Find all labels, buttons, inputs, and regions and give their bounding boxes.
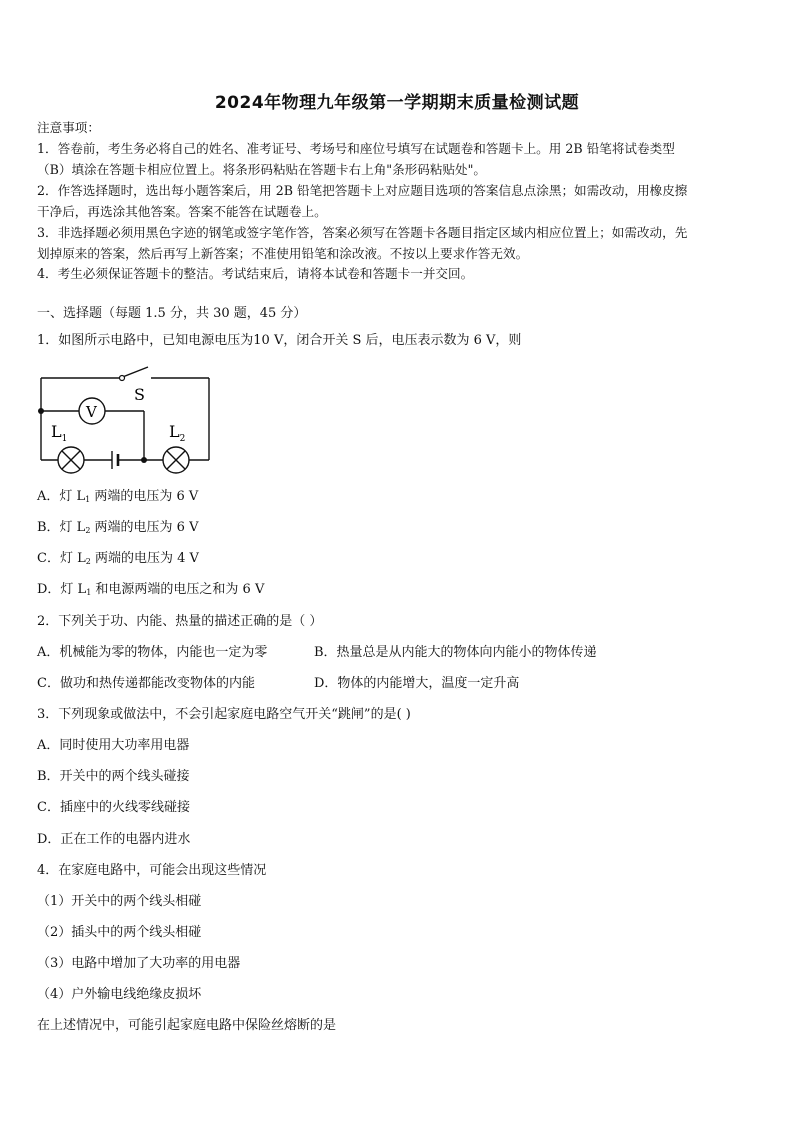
notice-line: 划掉原来的答案，然后再写上新答案；不准使用铅笔和涂改液。不按以上要求作答无效。 [37,246,529,261]
notice-line: 3．非选择题必须用黑色字迹的钢笔或签字笔作答，答案必须写在答题卡各题目指定区域内相应位置上；如需改动，先 [37,225,688,240]
switch-contact [120,376,125,381]
option-subscript: 2 [85,526,91,535]
q3-option-b[interactable]: B．开关中的两个线头碰接 [37,769,190,784]
lamp-l1-letter: L [51,422,62,441]
question-3-stem: 3．下列现象或做法中，不会引起家庭电路空气开关“跳闸”的是( ) [37,707,411,722]
q1-option-d[interactable] [37,582,264,601]
notice-line: 4．考生必须保证答题卡的整洁。考试结束后，请将本试卷和答题卡一并交回。 [37,266,474,281]
question-1-stem: 1．如图所示电路中，已知电源电压为10 V，闭合开关 S 后，电压表示数为 6 V，则 [37,333,522,348]
q4-item: （3）电路中增加了大功率的用电器 [37,956,241,971]
q4-item: （2）插头中的两个线头相碰 [37,925,202,940]
question-4-stem: 4．在家庭电路中，可能会出现这些情况 [37,863,267,878]
q4-item: （1）开关中的两个线头相碰 [37,894,202,909]
circuit-diagram [34,364,214,476]
section-heading: 一、选择题（每题 1.5 分，共 30 题，45 分） [37,306,307,321]
option-text: C．灯 L [37,551,86,566]
option-text: B．灯 L [37,520,86,535]
lamp-l1-subscript: 1 [61,434,68,444]
q3-option-d[interactable]: D．正在工作的电器内进水 [37,832,191,847]
notice-line: 干净后，再选涂其他答案。答案不能答在试题卷上。 [37,204,327,219]
lamp-l2-letter: L [169,422,180,441]
page-title: 2024年物理九年级第一学期期末质量检测试题 [214,93,580,113]
option-text: D．灯 L [37,582,87,597]
q3-option-c[interactable]: C．插座中的火线零线碰接 [37,800,190,815]
q1-option-a[interactable] [37,489,198,508]
option-text: A．灯 L [37,489,86,504]
option-text: 两端的电压为 4 V [90,551,199,566]
q2-option-c[interactable]: C．做功和热传递都能改变物体的内能 [37,676,255,691]
option-subscript: 1 [86,588,92,597]
lamp-l2-label [169,422,185,444]
q2-option-a[interactable]: A．机械能为零的物体，内能也一定为零 [37,645,268,660]
option-text: 两端的电压为 6 V [90,489,199,504]
junction-dot [38,408,44,414]
q1-option-c[interactable] [37,551,199,570]
q3-option-a[interactable]: A．同时使用大功率用电器 [37,738,190,753]
notice-line: 1．答卷前，考生务必将自己的姓名、准考证号、考场号和座位号填写在试题卷和答题卡上。用 2B 铅笔将试卷类型 [37,141,675,156]
q2-option-d[interactable]: D．物体的内能增大，温度一定升高 [314,676,520,691]
question-2-stem: 2．下列关于功、内能、热量的描述正确的是（ ） [37,614,323,629]
voltmeter-label: V [86,403,97,421]
option-subscript: 1 [85,495,91,504]
notice-line: 2．作答选择题时，选出每小题答案后，用 2B 铅笔把答题卡上对应题目选项的答案信息点涂黑；如需改动，用橡皮擦 [37,183,688,198]
q1-option-b[interactable] [37,520,198,539]
option-subscript: 2 [85,557,91,566]
q2-option-b[interactable]: B．热量总是从内能大的物体向内能小的物体传递 [314,645,597,660]
q4-item: （4）户外输电线绝缘皮损坏 [37,987,202,1002]
junction-dot [141,457,147,463]
lamp-l2-subscript: 2 [179,434,186,444]
switch-label: S [134,385,145,404]
option-text: 两端的电压为 6 V [90,520,199,535]
option-text: 和电源两端的电压之和为 6 V [91,582,265,597]
q4-tail: 在上述情况中，可能引起家庭电路中保险丝熔断的是 [37,1018,337,1033]
lamp-l1-label [51,422,67,444]
notice-line: （B）填涂在答题卡相应位置上。将条形码粘贴在答题卡右上角"条形码粘贴处"。 [37,162,487,177]
notice-heading: 注意事项： [37,120,100,135]
